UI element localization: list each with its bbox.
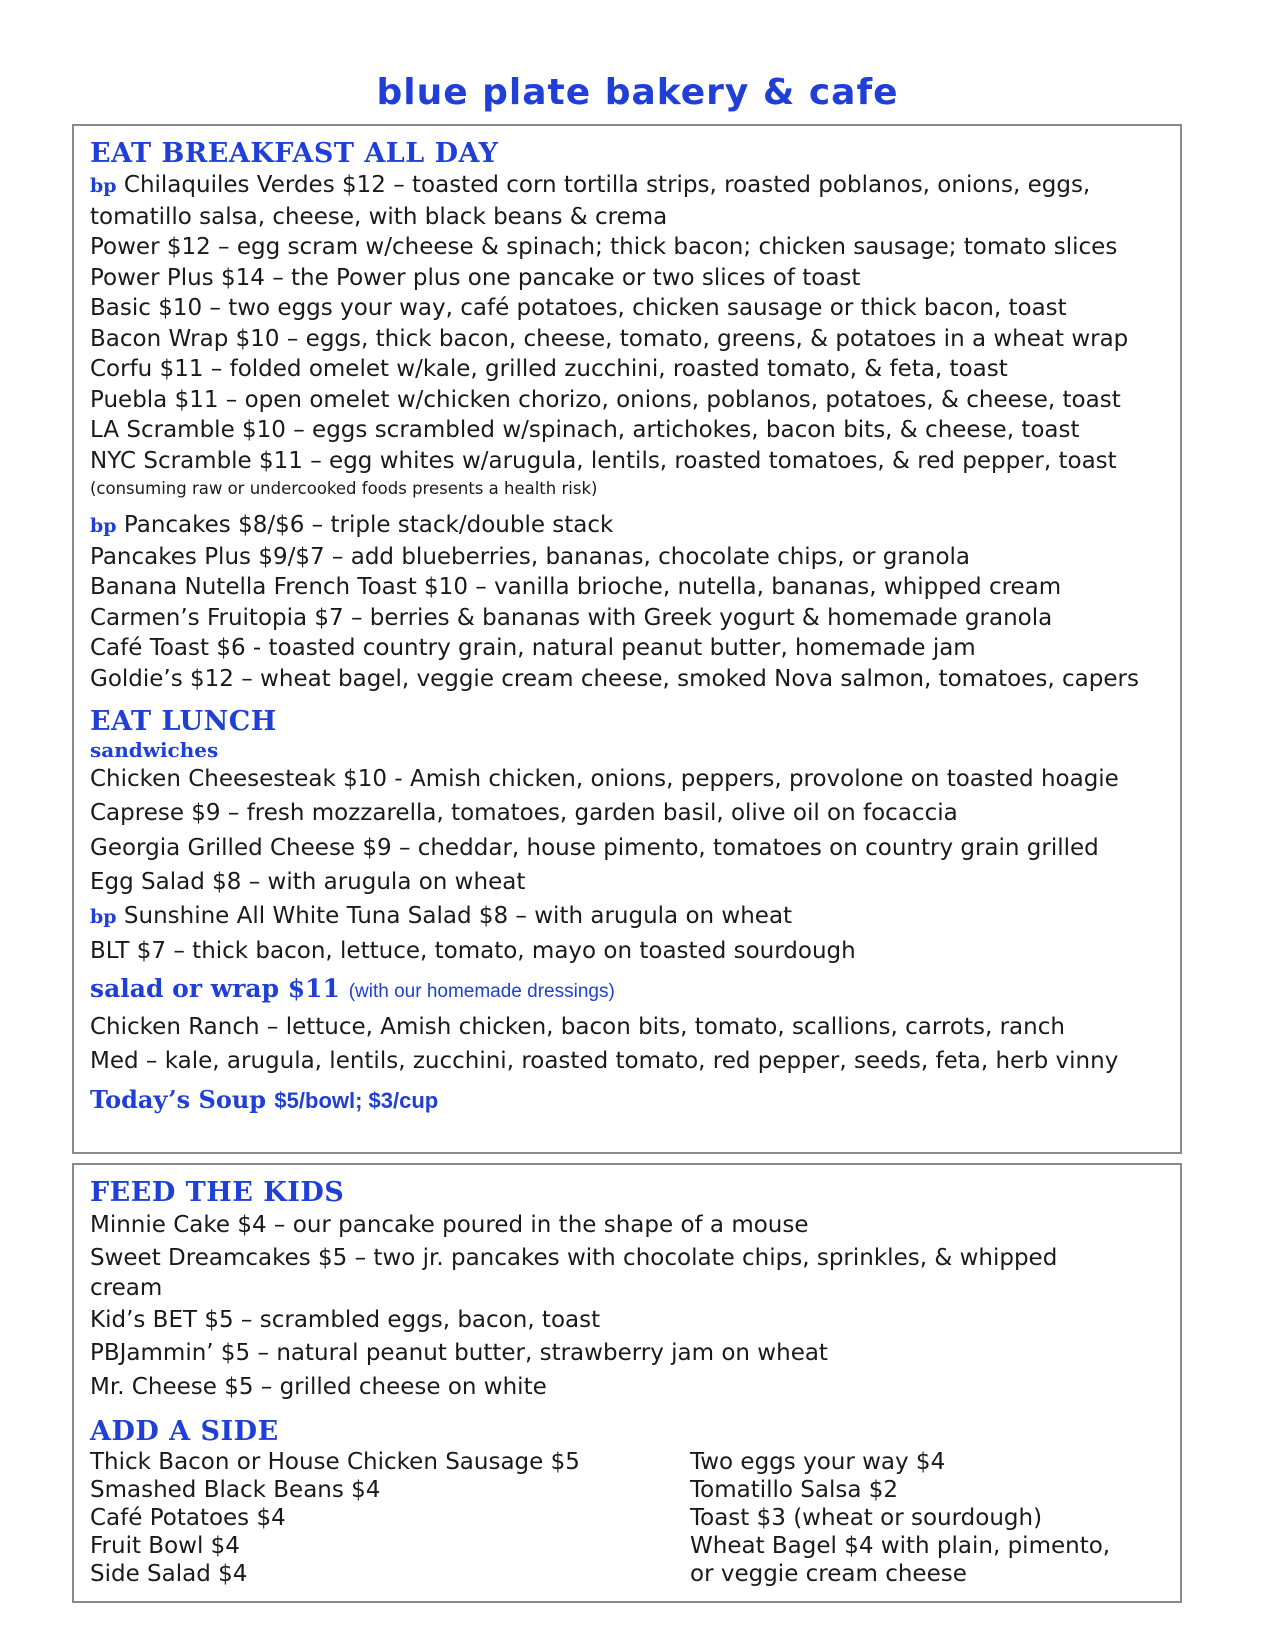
menu-item: [90, 170, 1180, 232]
menu-item: Chicken Ranch – lettuce, Amish chicken, bacon bits, tomato, scallions, carrots, ranch: [90, 1013, 1065, 1040]
menu-item: NYC Scramble $11 – egg whites w/arugula, lentils, roasted tomatoes, & red pepper, toast: [90, 447, 1117, 474]
menu-item: Puebla $11 – open omelet w/chicken chorizo, onions, poblanos, potatoes, & cheese, toast: [90, 386, 1121, 413]
bp-signature-mark: bp: [90, 906, 117, 929]
menu-item: Minnie Cake $4 – our pancake poured in the shape of a mouse: [90, 1212, 809, 1238]
kids-and-sides-box: [72, 1163, 1182, 1603]
sides-heading: ADD A SIDE: [90, 1416, 279, 1447]
soup-price: $5/bowl; $3/cup: [274, 1088, 439, 1114]
side-item: Toast $3 (wheat or sourdough): [690, 1505, 1043, 1531]
menu-item-text: Chilaquiles Verdes $12 – toasted corn tortilla strips, roasted poblanos, onions, eggs, tomatillo salsa, cheese, with black beans & crema: [90, 172, 1091, 230]
menu-item: Sweet Dreamcakes $5 – two jr. pancakes with chocolate chips, sprinkles, & whipped cream: [90, 1244, 1058, 1301]
menu-item: [90, 510, 1180, 542]
menu-item: Mr. Cheese $5 – grilled cheese on white: [90, 1373, 547, 1400]
menu-item-text: Pancakes $8/$6 – triple stack/double stack: [123, 512, 614, 538]
menu-item: [90, 899, 1180, 934]
bp-signature-mark: bp: [90, 175, 117, 197]
side-item: Fruit Bowl $4: [90, 1533, 240, 1559]
soup-label: Today’s Soup: [90, 1085, 267, 1115]
menu-item: PBJammin’ $5 – natural peanut butter, strawberry jam on wheat: [90, 1340, 828, 1366]
menu-item: Egg Salad $8 – with arugula on wheat: [90, 868, 526, 895]
menu-item: Kid’s BET $5 – scrambled eggs, bacon, toast: [90, 1306, 601, 1333]
menu-item: Carmen’s Fruitopia $7 – berries & bananas with Greek yogurt & homemade granola: [90, 604, 1053, 631]
breakfast-heading: EAT BREAKFAST ALL DAY: [90, 138, 499, 169]
bp-signature-mark: bp: [90, 515, 117, 537]
menu-item: BLT $7 – thick bacon, lettuce, tomato, mayo on toasted sourdough: [90, 938, 856, 965]
sides-left-column: [90, 1448, 580, 1588]
side-item: Side Salad $4: [90, 1561, 248, 1587]
menu-item: Banana Nutella French Toast $10 – vanilla brioche, nutella, bananas, whipped cream: [90, 574, 1062, 600]
menu-item: Corfu $11 – folded omelet w/kale, grilled zucchini, roasted tomato, & feta, toast: [90, 356, 1008, 382]
menu-item-text: Sunshine All White Tuna Salad $8 – with arugula on wheat: [123, 903, 793, 930]
sides-list: [90, 1448, 1180, 1588]
salad-heading-text: salad or wrap $11: [90, 973, 340, 1003]
menu-item: Caprese $9 – fresh mozzarella, tomatoes, garden basil, olive oil on focaccia: [90, 800, 958, 827]
menu-item: Chicken Cheesesteak $10 - Amish chicken, onions, peppers, provolone on toasted hoagie: [90, 766, 1119, 792]
side-item: Wheat Bagel $4 with plain, pimento,: [690, 1533, 1111, 1559]
side-item: Smashed Black Beans $4: [90, 1477, 381, 1503]
sandwiches-subheading: sandwiches: [90, 738, 219, 762]
menu-item: Pancakes Plus $9/$7 – add blueberries, bananas, chocolate chips, or granola: [90, 543, 971, 570]
main-menu-box: [72, 124, 1182, 1154]
kids-heading: FEED THE KIDS: [90, 1177, 345, 1208]
salad-heading: [90, 971, 1180, 1010]
soup-line: [90, 1080, 1180, 1121]
menu-item: Bacon Wrap $10 – eggs, thick bacon, cheese, tomato, greens, & potatoes in a wheat wrap: [90, 325, 1129, 352]
page-title: blue plate bakery & cafe: [376, 72, 899, 113]
salad-list: [90, 1010, 1180, 1079]
menu-item: Power $12 – egg scram w/cheese & spinach; thick bacon; chicken sausage; tomato slices: [90, 234, 1118, 260]
salad-note: (with our homemade dressings): [348, 980, 615, 1002]
side-item: Thick Bacon or House Chicken Sausage $5: [90, 1449, 580, 1475]
menu-item: LA Scramble $10 – eggs scrambled w/spinach, artichokes, bacon bits, & cheese, toast: [90, 417, 1080, 443]
side-item: Two eggs your way $4: [690, 1449, 946, 1475]
menu-item: Med – kale, arugula, lentils, zucchini, roasted tomato, red pepper, seeds, feta, herb vinny: [90, 1048, 1119, 1075]
menu-item: Georgia Grilled Cheese $9 – cheddar, house pimento, tomatoes on country grain grilled: [90, 834, 1099, 861]
health-note: (consuming raw or undercooked foods presents a health risk): [90, 479, 598, 498]
side-item: Café Potatoes $4: [90, 1505, 286, 1531]
menu-item: Goldie’s $12 – wheat bagel, veggie cream cheese, smoked Nova salmon, tomatoes, capers: [90, 665, 1139, 692]
lunch-heading: EAT LUNCH: [90, 706, 277, 737]
sides-right-column: [690, 1448, 1110, 1588]
menu-item: Café Toast $6 - toasted country grain, natural peanut butter, homemade jam: [90, 635, 976, 661]
menu-item: Power Plus $14 – the Power plus one pancake or two slices of toast: [90, 264, 861, 291]
side-item: Tomatillo Salsa $2: [690, 1477, 899, 1503]
sandwich-list: [90, 762, 1180, 969]
menu-item: Basic $10 – two eggs your way, café potatoes, chicken sausage or thick bacon, toast: [90, 295, 1067, 321]
side-item: or veggie cream cheese: [690, 1561, 967, 1587]
